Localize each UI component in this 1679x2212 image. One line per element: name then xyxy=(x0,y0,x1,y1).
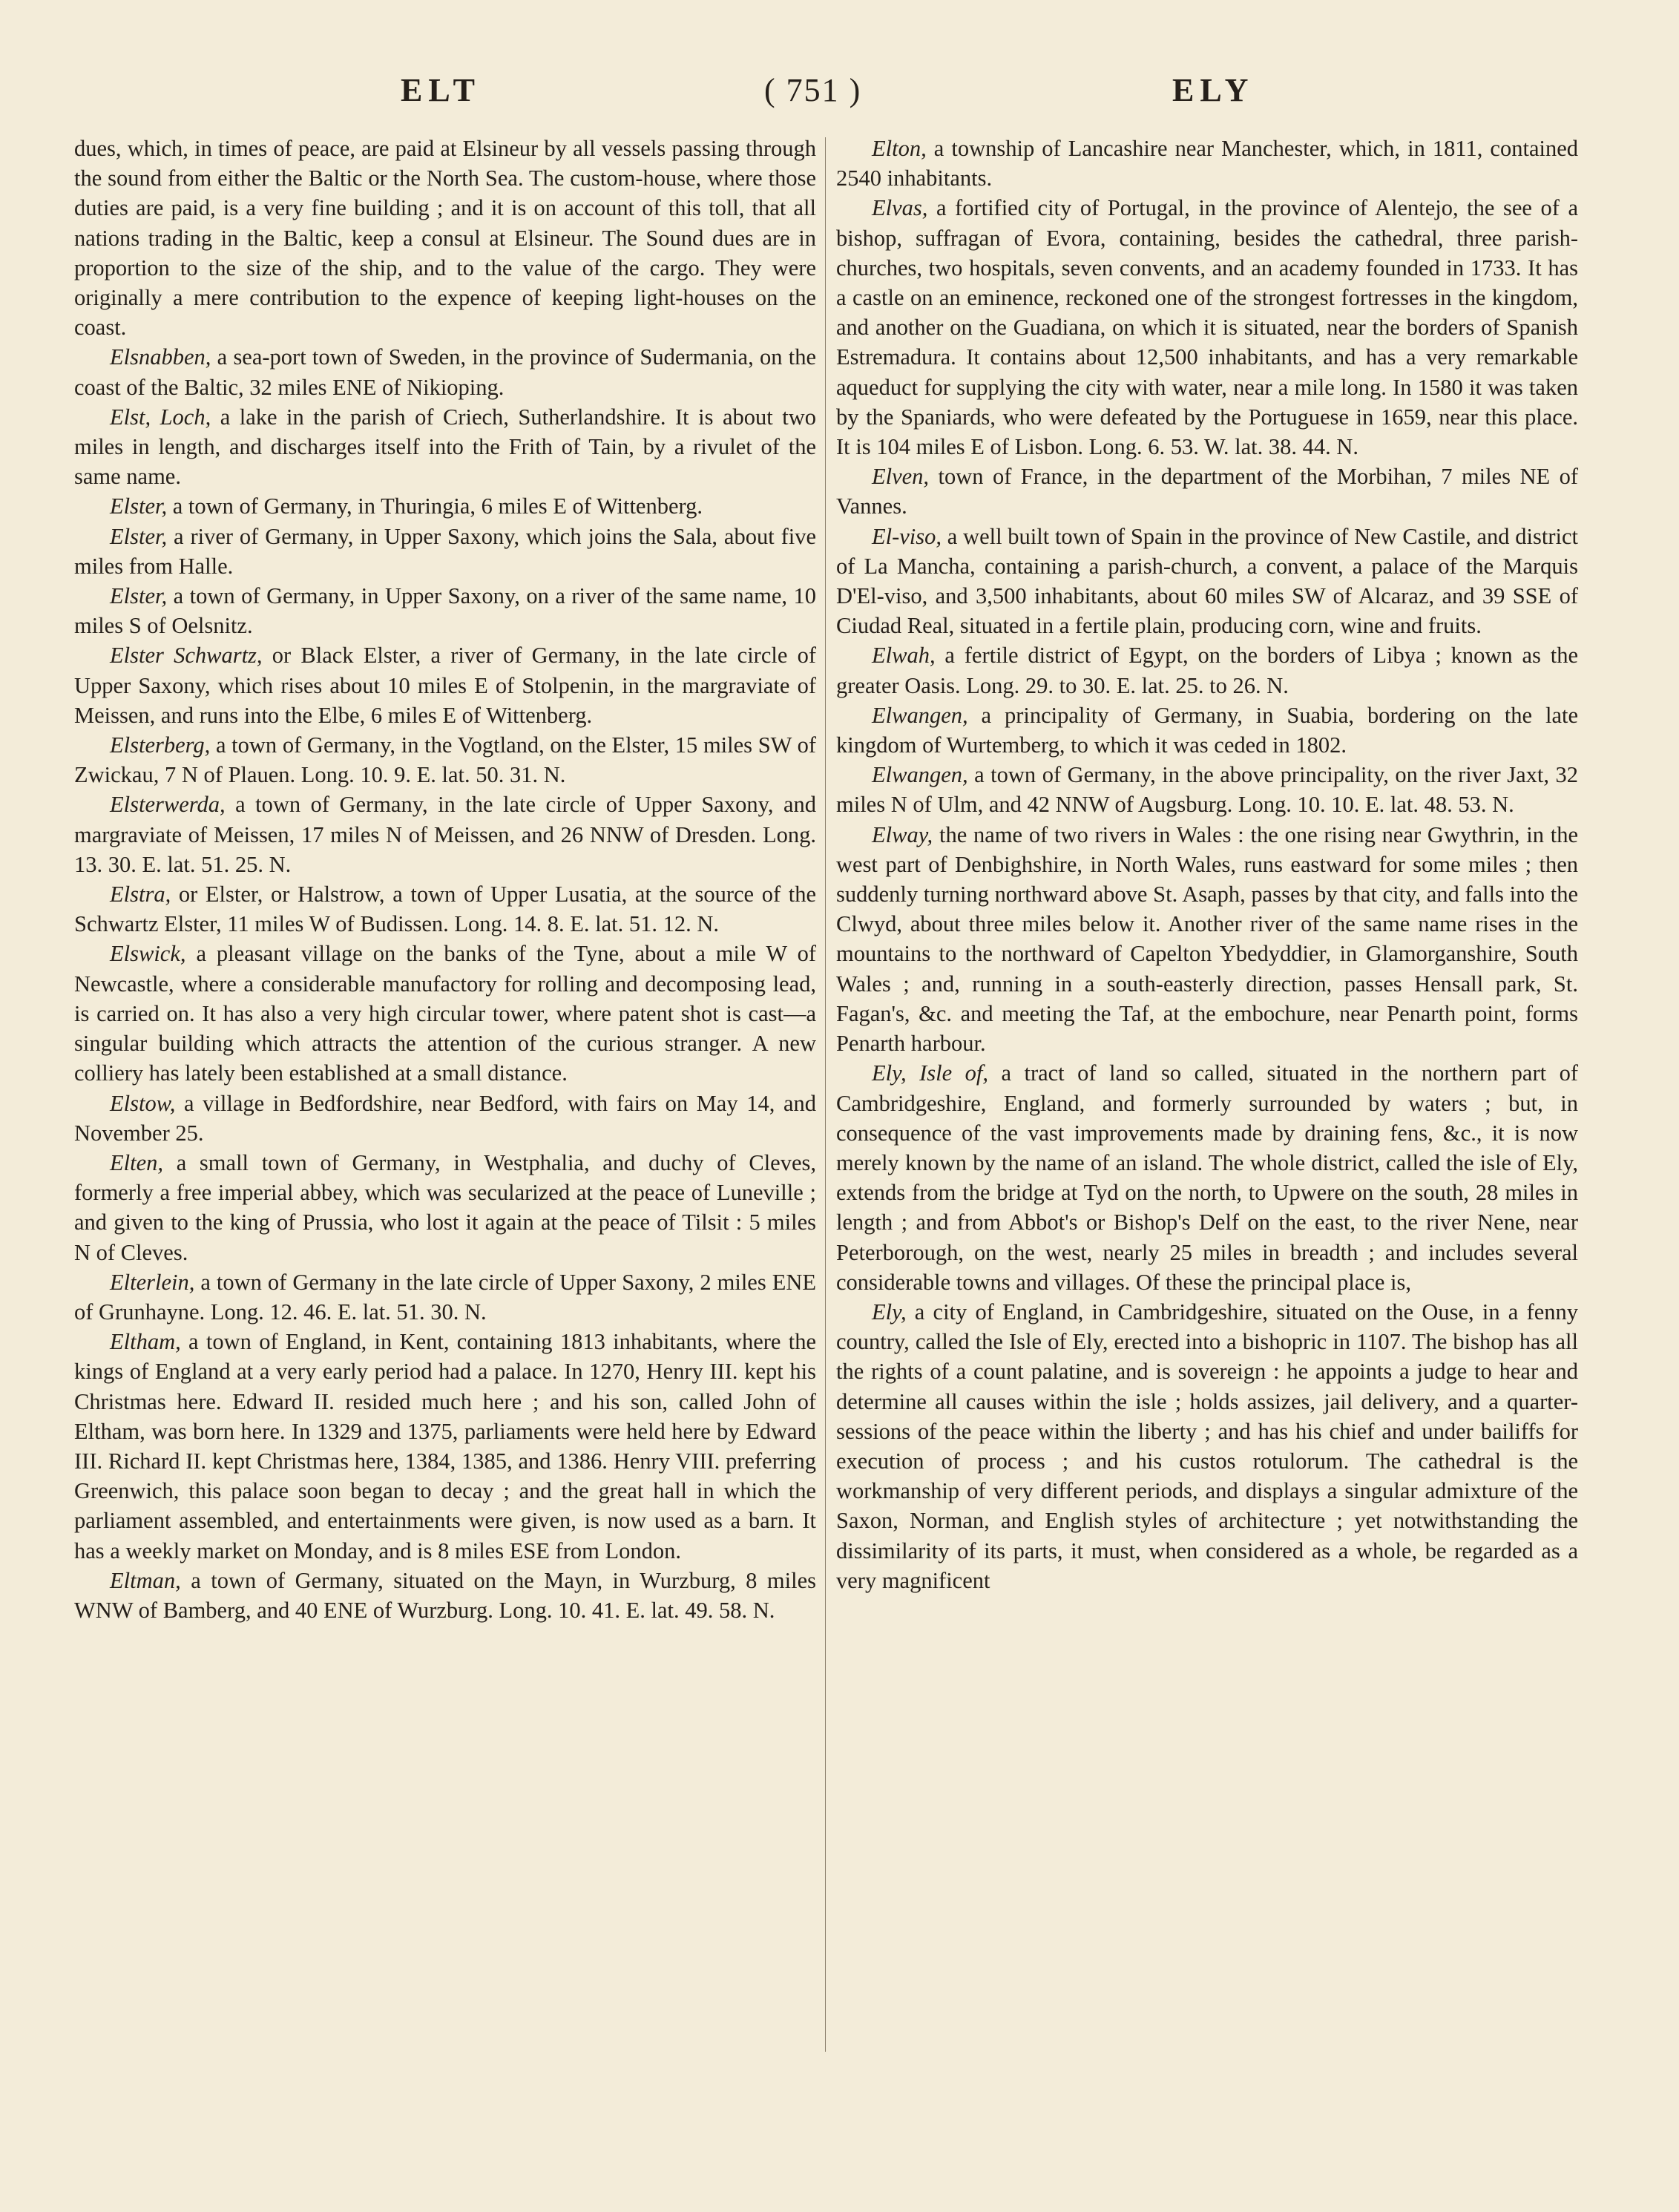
header-left-guideword: ELT xyxy=(401,72,482,108)
entry-text: a town of Germany, situated on the Mayn, in Wurzburg, 8 miles WNW of Bamberg, and 40 ENE of Wurzburg. Long. 10. 41. E. lat. 49. 58. N. xyxy=(74,1567,816,1623)
entry-headword: Elwah, xyxy=(872,643,936,669)
entry-headword: Elten, xyxy=(110,1149,163,1175)
entry-headword: Elst, Loch, xyxy=(110,404,211,430)
entry-headword: Ely, xyxy=(872,1299,907,1325)
entry-headword: Elsnabben, xyxy=(110,344,211,370)
entry-headword: Elvas, xyxy=(872,195,928,221)
entry-text: the name of two rivers in Wales : the one rising near Gwythrin, in the west part of Denbighshire, in North Wales, runs eastward for some miles ; then suddenly turning northward above St. Asaph, passes by that city, and falls into the Clwyd, about three miles below it. Another river of the same name rises in the mountains to the northward of Capelton Ybedyddier, in Glamorganshire, South Wales ; and, running in a south-easterly direction, passes Hensall park, St. Fagan's, &c. and meeting the Taf, at the embochure, near Penarth point, forms Penarth harbour. xyxy=(836,821,1578,1057)
gazetteer-entry xyxy=(836,462,1578,521)
entry-headword: Ely, Isle of, xyxy=(872,1060,988,1086)
entry-headword: Elsterwerda, xyxy=(110,792,226,818)
entry-headword: Elton, xyxy=(872,136,927,161)
entry-headword: Elwangen, xyxy=(872,762,968,788)
gazetteer-entry xyxy=(74,1148,816,1267)
gazetteer-entry xyxy=(836,700,1578,760)
entry-text: or Elster, or Halstrow, a town of Upper Lusatia, at the source of the Schwartz Elster, 11 miles W of Budissen. Long. 14. 8. E. lat. 51. 12. N. xyxy=(74,882,816,937)
entry-headword: Elster, xyxy=(110,583,168,609)
entry-headword: Eltham, xyxy=(110,1329,181,1355)
header-right-guideword: ELY xyxy=(1172,72,1255,108)
right-column xyxy=(836,134,1578,1595)
gazetteer-entry xyxy=(74,1267,816,1327)
entry-text: a fertile district of Egypt, on the borders of Libya ; known as the greater Oasis. Long. 29. to 30. E. lat. 25. to 26. N. xyxy=(836,643,1578,698)
entry-text: dues, which, in times of peace, are paid at Elsineur by all vessels passing through the sound from either the Baltic or the North Sea. The custom-house, where those duties are paid, is a very fine building ; and it is on account of this toll, that all nations trading in the Baltic, keep a consul at Elsineur. The Sound dues are in proportion to the size of the ship, and to the value of the cargo. They were originally a mere contribution to the expence of keeping light-houses on the coast. xyxy=(74,136,816,341)
gazetteer-entry xyxy=(836,522,1578,641)
entry-headword: Elswick, xyxy=(110,941,186,967)
entry-text: a lake in the parish of Criech, Sutherlandshire. It is about two miles in length, and discharges itself into the Frith of Tain, by a rivulet of the same name. xyxy=(74,404,816,490)
entry-text: a town of Germany, in the late circle of Upper Saxony, and margraviate of Meissen, 17 miles N of Meissen, and 26 NNW of Dresden. Long. 13. 30. E. lat. 51. 25. N. xyxy=(74,792,816,877)
entry-text: a pleasant village on the banks of the Tyne, about a mile W of Newcastle, where a considerable manufactory for rolling and decomposing lead, is carried on. It has also a very high circular tower, where patent shot is cast—a singular building which attracts the attention of the curious stranger. A new colliery has lately been established at a small distance. xyxy=(74,941,816,1086)
column-divider xyxy=(825,137,826,2052)
entry-text: a fortified city of Portugal, in the province of Alentejo, the see of a bishop, suffragan of Evora, containing, besides the cathedral, three parish-churches, two hospitals, seven convents, and an academy founded in 1733. It has a castle on an eminence, reckoned one of the strongest fortresses in the kingdom, and another on the Guadiana, on which it is situated, near the borders of Spanish Estremadura. It contains about 12,500 inhabitants, and has a very remarkable aqueduct for supplying the city with water, near a mile long. In 1580 it was taken by the Spaniards, who were defeated by the Portuguese in 1659, near this place. It is 104 miles E of Lisbon. Long. 6. 53. W. lat. 38. 44. N. xyxy=(836,195,1578,460)
entry-text: town of France, in the department of the Morbihan, 7 miles NE of Vannes. xyxy=(836,464,1578,519)
entry-headword: Eltman, xyxy=(110,1567,181,1593)
entry-headword: Elsterberg, xyxy=(110,732,211,758)
entry-headword: Elway, xyxy=(872,821,933,847)
gazetteer-entry xyxy=(74,640,816,730)
left-column xyxy=(74,134,816,1625)
gazetteer-entry xyxy=(836,1058,1578,1297)
running-header xyxy=(74,71,1604,116)
entry-text: a well built town of Spain in the province of New Castile, and district of La Mancha, containing a parish-church, a convent, a palace of the Marquis D'El-viso, and 3,500 inhabitants, about 60 miles SW of Alcaraz, and 39 SSE of Ciudad Real, situated in a fertile plain, producing corn, wine and fruits. xyxy=(836,523,1578,639)
gazetteer-entry xyxy=(74,1327,816,1566)
gazetteer-entry xyxy=(836,640,1578,700)
entry-text: a town of Germany, in the above principality, on the river Jaxt, 32 miles N of Ulm, and 42 NNW of Augsburg. Long. 10. 10. E. lat. 48. 53. N. xyxy=(836,762,1578,818)
entry-text: a town of England, in Kent, containing 1813 inhabitants, where the kings of England at a very early period had a palace. In 1270, Henry III. kept his Christmas here. Edward II. resided much here ; and his son, called John of Eltham, was born here. In 1329 and 1375, parliaments were held here by Edward III. Richard II. kept Christmas here, 1384, 1385, and 1386. Henry VIII. preferring Greenwich, this palace soon began to decay ; and the great hall in which the parliament assembled, and entertainments were given, is now used as a barn. It has a weekly market on Monday, and is 8 miles ESE from London. xyxy=(74,1329,816,1563)
entry-text: a village in Bedfordshire, near Bedford, with fairs on May 14, and November 25. xyxy=(74,1090,816,1146)
entry-headword: El-viso, xyxy=(872,523,942,549)
entry-headword: Elster, xyxy=(110,493,168,519)
entry-headword: Elven, xyxy=(872,464,930,490)
gazetteer-entry xyxy=(74,879,816,939)
entry-text: a town of Germany, in Thuringia, 6 miles E of Wittenberg. xyxy=(167,493,703,519)
entry-text: a town of Germany in the late circle of Upper Saxony, 2 miles ENE of Grunhayne. Long. 12. 46. E. lat. 51. 30. N. xyxy=(74,1269,816,1325)
gazetteer-entry xyxy=(74,939,816,1088)
gazetteer-entry xyxy=(74,790,816,879)
gazetteer-entry xyxy=(74,134,816,342)
page-number: ( 751 ) xyxy=(764,72,862,108)
entry-headword: Elster, xyxy=(110,523,168,549)
gazetteer-entry xyxy=(836,134,1578,193)
gazetteer-entry xyxy=(74,491,816,521)
gazetteer-entry xyxy=(836,1297,1578,1595)
entry-text: a sea-port town of Sweden, in the province of Sudermania, on the coast of the Baltic, 32 miles ENE of Nikioping. xyxy=(74,344,816,400)
entry-text: or Black Elster, a river of Germany, in the late circle of Upper Saxony, which rises about 10 miles E of Stolpenin, in the margraviate of Meissen, and runs into the Elbe, 6 miles E of Wittenberg. xyxy=(74,643,816,728)
entry-headword: Elster Schwartz, xyxy=(110,643,263,669)
gazetteer-entry xyxy=(836,193,1578,462)
gazetteer-entry xyxy=(74,730,816,790)
gazetteer-entry xyxy=(74,522,816,581)
gazetteer-entry xyxy=(836,820,1578,1059)
entry-text: a tract of land so called, situated in the northern part of Cambridgeshire, England, and formerly surrounded by waters ; but, in consequence of the vast improvements made by draining fens, &c., it is now merely known by the name of an island. The whole district, called the isle of Ely, extends from the bridge at Tyd on the north, to Upwere on the south, 28 miles in length ; and from Abbot's or Bishop's Delf on the east, to the river Nene, near Peterborough, on the west, nearly 25 miles in breadth ; and includes several considerable towns and villages. Of these the principal place is, xyxy=(836,1060,1578,1295)
gazetteer-entry xyxy=(74,581,816,640)
gazetteer-entry xyxy=(74,342,816,401)
entry-text: a river of Germany, in Upper Saxony, which joins the Sala, about five miles from Halle. xyxy=(74,523,816,579)
gazetteer-entry xyxy=(74,1089,816,1148)
entry-text: a town of Germany, in the Vogtland, on the Elster, 15 miles SW of Zwickau, 7 N of Plauen. Long. 10. 9. E. lat. 50. 31. N. xyxy=(74,732,816,788)
gazetteer-entry xyxy=(74,402,816,492)
entry-text: a small town of Germany, in Westphalia, and duchy of Cleves, formerly a free imperial abbey, which was secularized at the peace of Luneville ; and given to the king of Prussia, who lost it again at the peace of Tilsit : 5 miles N of Cleves. xyxy=(74,1149,816,1265)
entry-headword: Elstra, xyxy=(110,882,171,908)
gazetteer-entry xyxy=(74,1566,816,1625)
entry-text: a principality of Germany, in Suabia, bordering on the late kingdom of Wurtemberg, to which it was ceded in 1802. xyxy=(836,702,1578,758)
entry-headword: Elterlein, xyxy=(110,1269,195,1295)
entry-text: a city of England, in Cambridgeshire, situated on the Ouse, in a fenny country, called the Isle of Ely, erected into a bishopric in 1107. The bishop has all the rights of a count palatine, and is sovereign : he appoints a judge to hear and determine all causes within the isle ; holds assizes, jail delivery, and a quarter-sessions of the peace within the liberty ; and has his chief and under bailiffs for execution of process ; and his custos rotulorum. The cathedral is the workmanship of very different periods, and displays a singular admixture of the Saxon, Norman, and English styles of architecture ; yet notwithstanding the dissimilarity of its parts, it must, when considered as a whole, be regarded as a very magnificent xyxy=(836,1299,1578,1593)
entry-headword: Elwangen, xyxy=(872,702,968,728)
gazetteer-entry xyxy=(836,760,1578,819)
entry-text: a town of Germany, in Upper Saxony, on a river of the same name, 10 miles S of Oelsnitz. xyxy=(74,583,816,639)
entry-text: a township of Lancashire near Manchester, which, in 1811, contained 2540 inhabitants. xyxy=(836,136,1578,191)
entry-headword: Elstow, xyxy=(110,1090,176,1116)
